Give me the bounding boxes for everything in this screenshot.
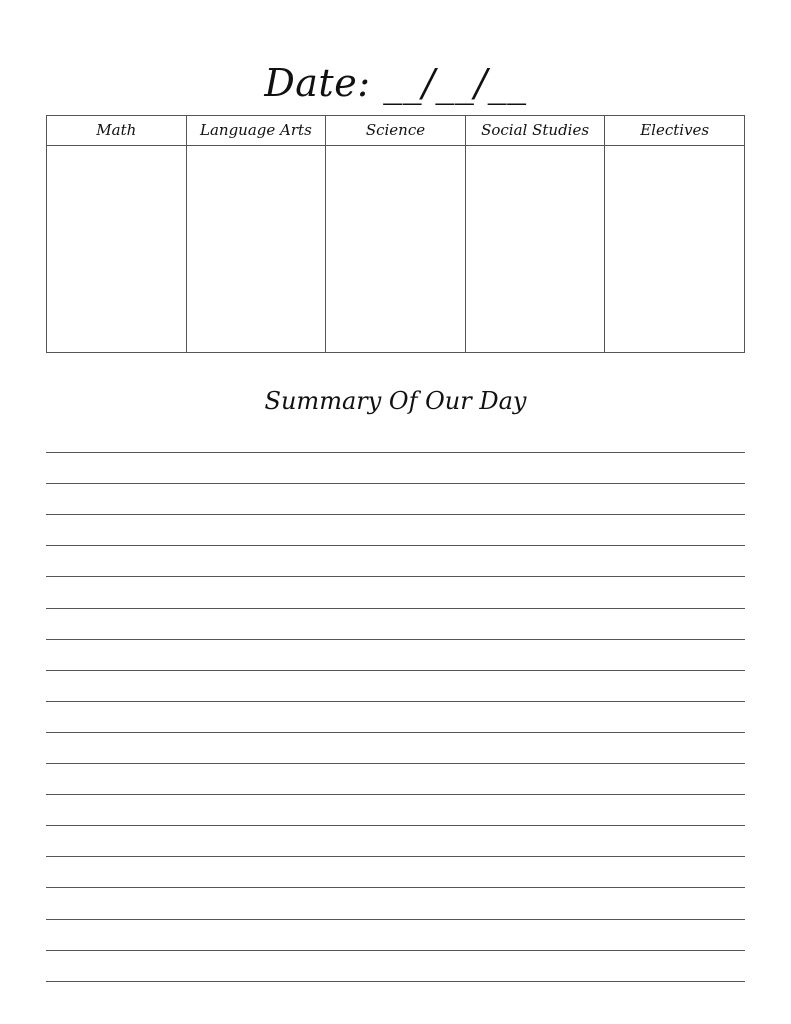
writing-line[interactable] (46, 701, 745, 702)
writing-line[interactable] (46, 887, 745, 888)
subject-column-electives (605, 116, 744, 352)
subject-cell-social-studies[interactable] (466, 146, 605, 352)
writing-line[interactable] (46, 576, 745, 577)
subject-header-math: Math (47, 116, 186, 146)
writing-line[interactable] (46, 856, 745, 857)
subject-header-language-arts: Language Arts (187, 116, 326, 146)
subject-column-math (47, 116, 187, 352)
subject-column-science (326, 116, 466, 352)
subject-column-social-studies (466, 116, 606, 352)
subject-cell-language-arts[interactable] (187, 146, 326, 352)
summary-heading: Summary Of Our Day (264, 387, 527, 415)
writing-line[interactable] (46, 794, 745, 795)
writing-line[interactable] (46, 825, 745, 826)
subject-cell-science[interactable] (326, 146, 465, 352)
writing-line[interactable] (46, 670, 745, 671)
writing-line[interactable] (46, 732, 745, 733)
subject-cell-electives[interactable] (605, 146, 744, 352)
writing-line[interactable] (46, 639, 745, 640)
writing-line[interactable] (46, 483, 745, 484)
writing-line[interactable] (46, 981, 745, 982)
writing-line[interactable] (46, 919, 745, 920)
subject-header-social-studies: Social Studies (466, 116, 605, 146)
subject-header-electives: Electives (605, 116, 744, 146)
subject-cell-math[interactable] (47, 146, 186, 352)
writing-line[interactable] (46, 545, 745, 546)
writing-line[interactable] (46, 452, 745, 453)
date-heading: Date: __/__/__ (264, 61, 527, 105)
subjects-table (46, 115, 745, 353)
writing-line[interactable] (46, 950, 745, 951)
subject-column-language-arts (187, 116, 327, 352)
writing-line[interactable] (46, 608, 745, 609)
writing-line[interactable] (46, 763, 745, 764)
subject-header-science: Science (326, 116, 465, 146)
writing-line[interactable] (46, 514, 745, 515)
